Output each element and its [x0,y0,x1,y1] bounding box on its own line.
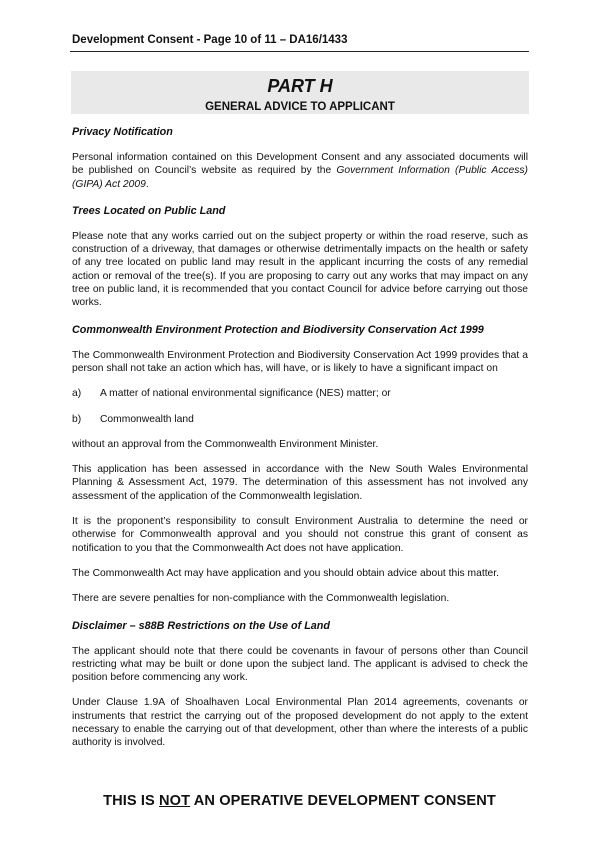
privacy-paragraph [72,151,528,191]
privacy-body-end: . [145,178,149,190]
privacy-heading: Privacy Notification [72,126,173,138]
list-text: Commonwealth land [100,413,194,425]
trees-paragraph: Please note that any works carried out on the subject property or within the road reserve, such as construction of a driveway, that damages or otherwise detrimentally impacts on the health or safety of any tree located on public land may result in the applicant incurring the costs of any remedial action or removal of the tree(s). If you are proposing to carry out any works that may impact on any tree on public land, it is recommended that you contact Council for advice before carrying out those works. [72,230,528,309]
disclaimer-heading: Disclaimer – s88B Restrictions on the Use of Land [72,619,331,632]
part-subtitle: GENERAL ADVICE TO APPLICANT [205,101,395,113]
notice-part-1: THIS IS [103,793,160,809]
commonwealth-advice: The Commonwealth Act may have application and you should obtain advice about this matter. [72,567,499,579]
privacy-act-name: Government Information (Public Access) (GIPA) Act 2009 [72,165,528,190]
page-header: Development Consent - Page 10 of 11 – DA16/1433 [72,34,348,46]
notice-emphasis: NOT [159,793,191,809]
commonwealth-responsibility: It is the proponent’s responsibility to consult Environment Australia to determine the need or otherwise for Commonwealth approval and you should not construe this grant of consent as notification to you that the Commonwealth Act does not have application. [72,516,528,554]
part-banner [71,71,529,114]
commonwealth-penalties: There are severe penalties for non-compliance with the Commonwealth legislation. [72,593,450,605]
page-content [72,125,528,750]
list-item [72,387,528,400]
commonwealth-heading: Commonwealth Environment Protection and Biodiversity Conservation Act 1999 [72,323,484,336]
commonwealth-intro: The Commonwealth Environment Protection and Biodiversity Conservation Act 1999 provides that a person shall not take an action which has, will have, or is likely to have a significant impact on [72,349,528,374]
list-item [72,413,528,426]
commonwealth-after-list: without an approval from the Commonwealth Environment Minister. [72,438,379,450]
disclaimer-clause: Under Clause 1.9A of Shoalhaven Local Environmental Plan 2014 agreements, covenants or instruments that restrict the carrying out of the proposed development do not apply to the extent necessary to enable the carrying out of that development, other than where the interests of a public authority is involved. [72,697,528,749]
commonwealth-assessment: This application has been assessed in accordance with the New South Wales Environmental Planning & Assessment Act, 1979. The determination of this assessment has not involved any assessment of the application of the Commonwealth legislation. [72,464,528,502]
privacy-body-lead: Personal information contained on this Development Consent and any associated documents will be published on Council’s website as required by the [72,152,528,177]
part-title: PART H [267,76,333,96]
list-marker: b) [72,413,82,425]
operative-notice [0,793,599,809]
list-marker: a) [72,388,82,400]
disclaimer-paragraph: The applicant should note that there could be covenants in favour of persons other than Council restricting what may be built or done upon the subject land. The applicant is advised to check the position before commencing any work. [72,645,528,684]
trees-heading: Trees Located on Public Land [72,204,226,217]
notice-part-3: AN OPERATIVE DEVELOPMENT CONSENT [190,793,496,809]
header-divider [70,51,529,52]
list-text: A matter of national environmental significance (NES) matter; or [100,388,391,400]
